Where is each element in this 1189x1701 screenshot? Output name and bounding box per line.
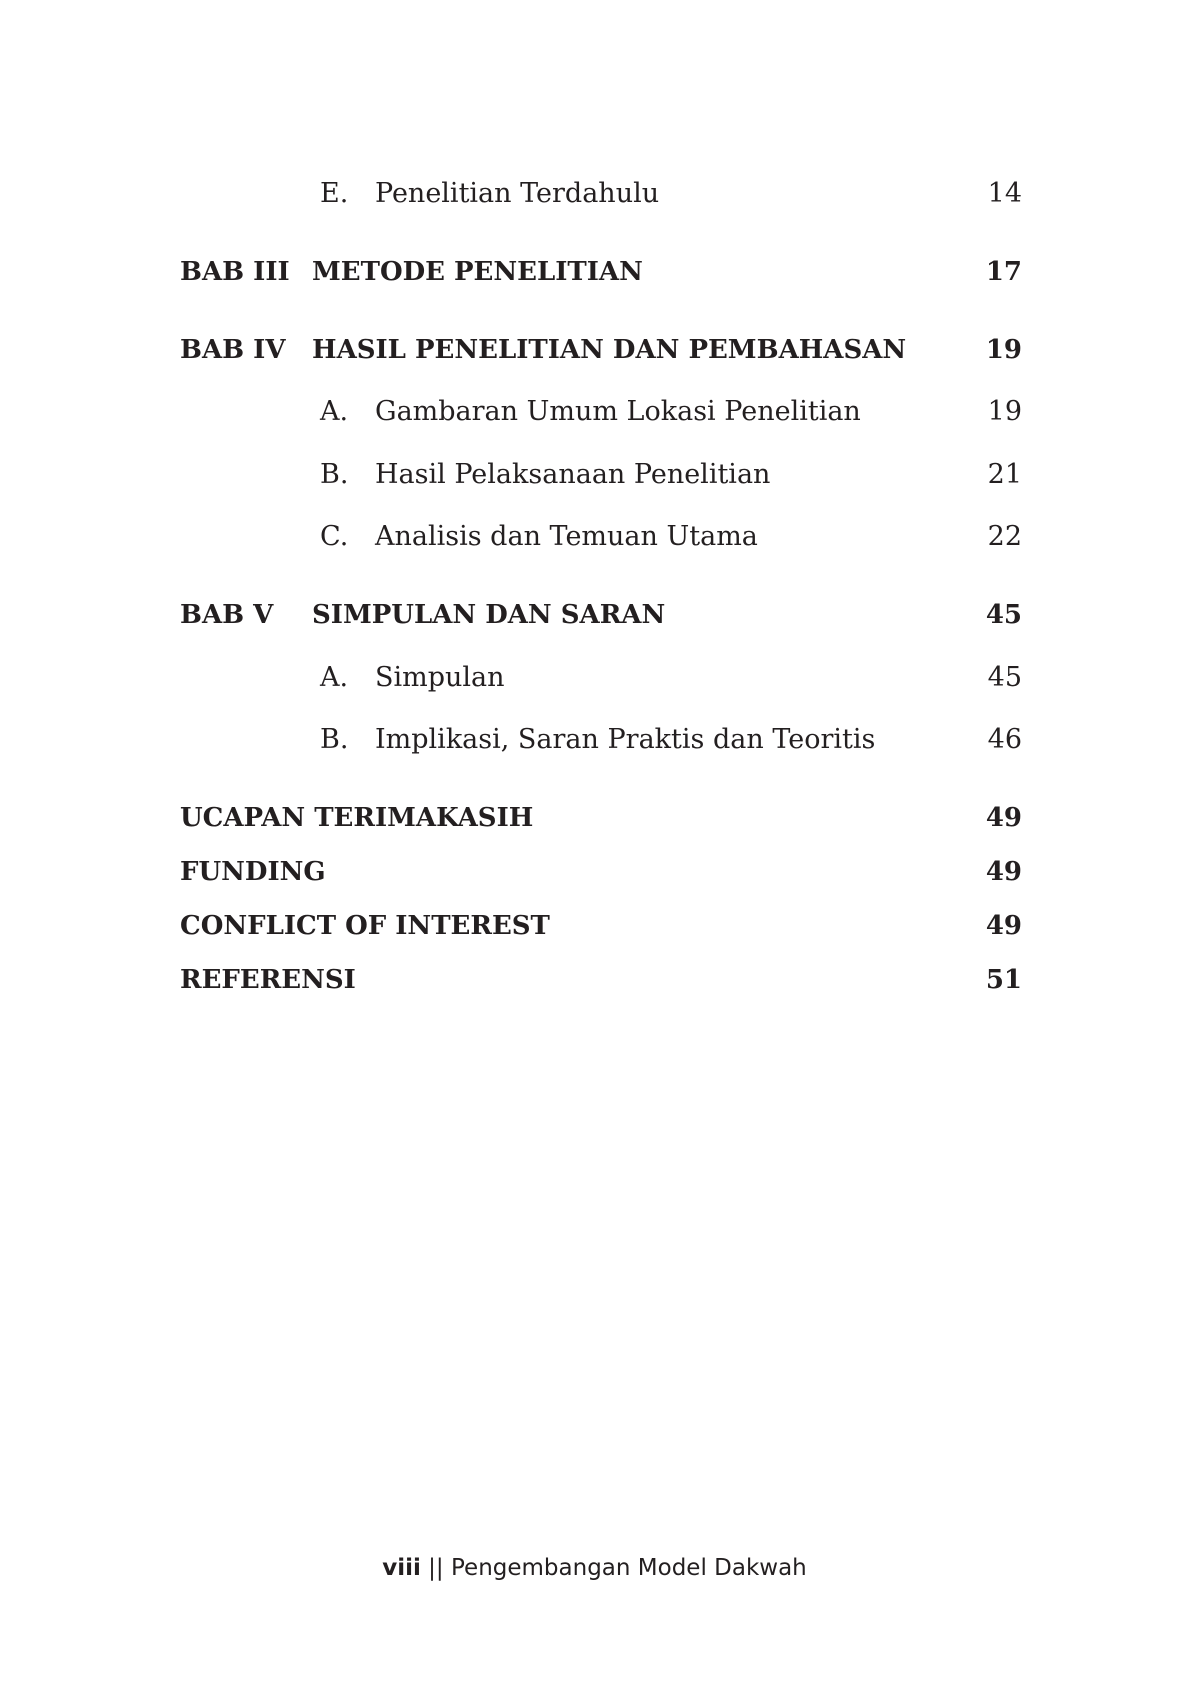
toc-title: Gambaran Umum Lokasi Penelitian — [375, 396, 861, 427]
toc-letter: C. — [320, 521, 349, 552]
toc-page-number: 46 — [987, 724, 1022, 755]
toc-page-number: 14 — [987, 178, 1022, 209]
toc-entry-penelitian-terdahulu[interactable] — [0, 174, 1189, 214]
toc-page-number: 49 — [985, 911, 1022, 941]
toc-page-number: 49 — [985, 803, 1022, 833]
toc-entry-gambaran-umum[interactable] — [0, 392, 1189, 432]
toc-page-number: 22 — [987, 521, 1022, 552]
toc-title: Analisis dan Temuan Utama — [375, 521, 758, 552]
footer-book-title: Pengembangan Model Dakwah — [451, 1555, 807, 1581]
toc-page-number: 19 — [987, 396, 1022, 427]
toc-chapter-label: BAB III — [180, 257, 290, 287]
toc-title: HASIL PENELITIAN DAN PEMBAHASAN — [312, 335, 907, 365]
toc-title: UCAPAN TERIMAKASIH — [180, 803, 534, 833]
toc-title: Simpulan — [375, 662, 505, 693]
toc-entry-bab-iv[interactable] — [0, 330, 1189, 370]
footer-separator: || — [420, 1555, 451, 1581]
toc-letter: A. — [320, 396, 349, 427]
toc-title: METODE PENELITIAN — [312, 257, 643, 287]
toc-entry-analisis-temuan[interactable] — [0, 517, 1189, 557]
toc-letter: B. — [320, 459, 349, 490]
toc-title: REFERENSI — [180, 965, 356, 995]
toc-letter: E. — [320, 178, 349, 209]
toc-page-number: 45 — [987, 662, 1022, 693]
toc-entry-simpulan[interactable] — [0, 658, 1189, 698]
toc-entry-bab-v[interactable] — [0, 595, 1189, 635]
toc-entry-implikasi[interactable] — [0, 720, 1189, 760]
toc-title: Hasil Pelaksanaan Penelitian — [375, 459, 771, 490]
toc-entry-funding[interactable] — [0, 852, 1189, 892]
page-footer — [0, 1550, 1189, 1586]
toc-title: Penelitian Terdahulu — [375, 178, 660, 209]
toc-entry-ucapan-terimakasih[interactable] — [0, 798, 1189, 838]
toc-entry-hasil-pelaksanaan[interactable] — [0, 455, 1189, 495]
toc-page-number: 45 — [985, 600, 1022, 630]
toc-title: FUNDING — [180, 857, 326, 887]
toc-letter: A. — [320, 662, 349, 693]
toc-entry-bab-iii[interactable] — [0, 252, 1189, 292]
toc-chapter-label: BAB IV — [180, 335, 286, 365]
toc-page-number: 19 — [985, 335, 1022, 365]
toc-entry-conflict-of-interest[interactable] — [0, 906, 1189, 946]
toc-chapter-label: BAB V — [180, 600, 274, 630]
footer-page-number: viii — [382, 1555, 421, 1581]
toc-letter: B. — [320, 724, 349, 755]
toc-title: SIMPULAN DAN SARAN — [312, 600, 666, 630]
toc-page-number: 51 — [985, 965, 1022, 995]
toc-title: CONFLICT OF INTEREST — [180, 911, 550, 941]
toc-entry-referensi[interactable] — [0, 960, 1189, 1000]
toc-title: Implikasi, Saran Praktis dan Teoritis — [375, 724, 876, 755]
toc-page-number: 21 — [987, 459, 1022, 490]
toc-page-number: 49 — [985, 857, 1022, 887]
toc-page-number: 17 — [985, 257, 1022, 287]
